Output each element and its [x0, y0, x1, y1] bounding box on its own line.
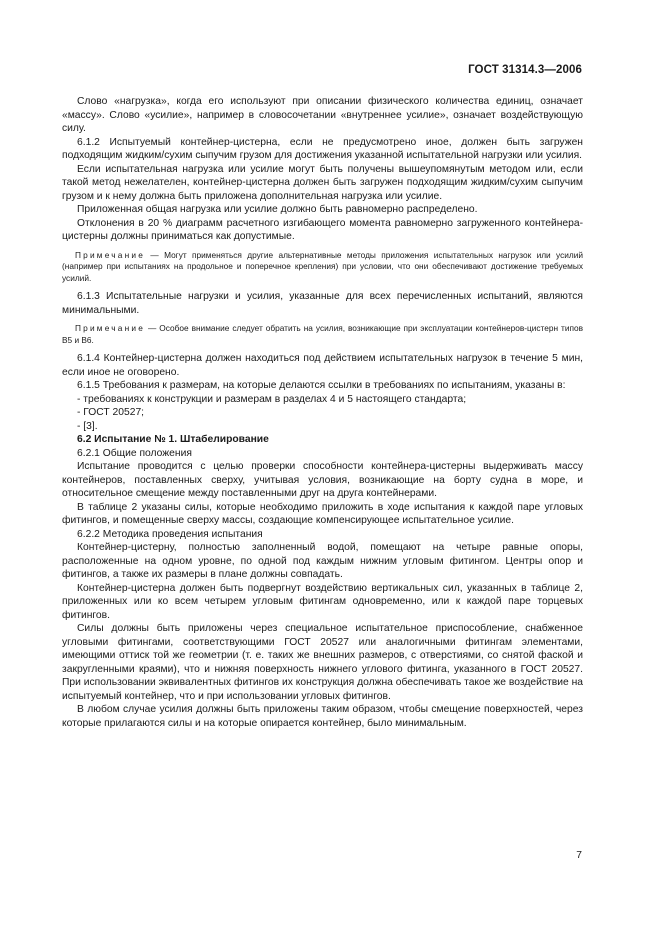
subsection-title: 6.2.1 Общие положения [77, 447, 192, 459]
paragraph: Силы должны быть приложены через специальное испытательное приспособление, снабженное угловыми фитингами, соответствующими ГОСТ 20527 или аналогичными фитингам элементами, имеющими оттиск той же геометрии (т. е. таких же внешних размеров, с отверстиями, со снятой фаской и закругленными краями), что и нижняя поверхность нижнего углового фитинга, указанного в ГОСТ 20527. При использовании эквивалентных фитингов их конструкция должна обеспечивать такое же воздействие на испытуемый контейнер, что и при использовании угловых фитингов. [62, 623, 583, 702]
list-item: - требованиях к конструкции и размерам в разделах 4 и 5 настоящего стандарта; [77, 393, 467, 405]
note [62, 250, 583, 285]
note [62, 323, 583, 346]
paragraph: Испытание проводится с целью проверки способности контейнера-цистерны выдерживать массу контейнеров, поставленных сверху, учитывая условия, возникающие на борту судна в море, и относительное смещение между поставленными друг на друга контейнерами. [62, 461, 583, 499]
paragraph: Если испытательная нагрузка или усилие могут быть получены вышеупомянутым методом или, если такой метод нежелателен, контейнер-цистерна должен быть загружен подходящим жидким/сухим сыпучим грузом и к нему должна быть приложена дополнительная нагрузка или усилие. [62, 163, 583, 202]
paragraph: Контейнер-цистерну, полностью заполненный водой, помещают на четыре равные опоры, расположенные на одном уровне, по одной под каждым нижним угловым фитингом. Центры опор и фитингов, а также их размеры в плане должны совпадать. [62, 542, 583, 580]
paragraph: Отклонения в 20 % диаграмм расчетного изгибающего момента равномерно загруженного контейнера-цистерны должны приниматься как допустимые. [62, 217, 583, 242]
list-item: - [3]. [77, 420, 98, 432]
paragraph: Слово «нагрузка», когда его используют при описании физического количества единиц, означает «массу». Слово «усилие», например в словосочетании «внутреннее усилие», означает воздействующую силу. [62, 96, 583, 134]
paragraph: В таблице 2 указаны силы, которые необходимо приложить в ходе испытания к каждой паре угловых фитингов, и помещенные сверху массы, создающие компенсирующее испытательное усилие. [62, 501, 583, 526]
paragraph: 6.1.2 Испытуемый контейнер-цистерна, если не предусмотрено иное, должен быть загружен подходящим жидким/сухим сыпучим грузом для достижения указанной испытательной нагрузки или усилия. [62, 136, 583, 161]
paragraph: 6.1.4 Контейнер-цистерна должен находиться под действием испытательных нагрузок в течение 5 мин, если иное не оговорено. [62, 353, 583, 378]
paragraph: В любом случае усилия должны быть приложены таким образом, чтобы смещение поверхностей, через которые прилагаются силы и на которые опирается контейнер, было минимальным. [62, 704, 583, 729]
page-number: 7 [576, 850, 582, 861]
paragraph: 6.1.5 Требования к размерам, на которые делаются ссылки в требованиях по испытаниям, указаны в: [77, 380, 566, 391]
list-item: - ГОСТ 20527; [77, 407, 145, 418]
note-label: Примечание [75, 323, 146, 333]
subsection-title: 6.2.2 Методика проведения испытания [77, 528, 263, 540]
paragraph: Приложенная общая нагрузка или усилие должно быть равномерно распределено. [77, 204, 478, 215]
paragraph: 6.1.3 Испытательные нагрузки и усилия, указанные для всех перечисленных испытаний, являются минимальными. [62, 291, 583, 316]
paragraph: Контейнер-цистерна должен быть подвергнут воздействию вертикальных сил, указанных в таблице 2, приложенных или ко всем четырем угловым фитингам одновременно, или к каждой паре торцевых фитингов. [62, 582, 583, 621]
document-header: ГОСТ 31314.3—2006 [468, 64, 582, 76]
document-body [62, 95, 583, 730]
note-text: — Особое внимание следует обратить на усилия, возникающие при эксплуатации контейнеров-цистерн типов В5 и В6. [62, 323, 583, 345]
note-text: — Могут применяться другие альтернативные методы приложения испытательных нагрузок или усилий (например при испытаниях на продольное и поперечное крепления) при условии, что они обеспечивают достижение требуемых усилий. [62, 249, 583, 283]
section-heading: 6.2 Испытание № 1. Штабелирование [77, 434, 269, 445]
note-label: Примечание [75, 249, 146, 260]
